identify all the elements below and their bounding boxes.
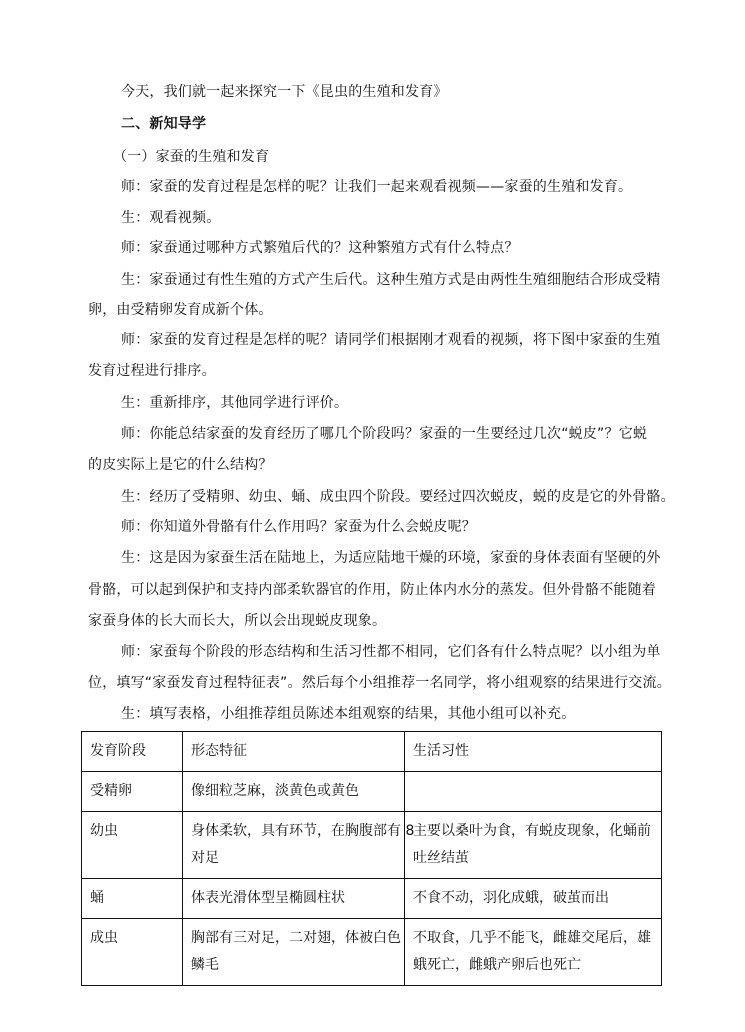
paragraph-teacher-4-line2: 的皮实际上是它的什么结构？: [88, 457, 273, 473]
table-row: [82, 812, 662, 879]
paragraph-student-5-line1: 生：这是因为家蚕生活在陆地上，为适应陆地干燥的环境，家蚕的身体表面有坚硬的外: [121, 550, 661, 566]
paragraph-student-6: 生：填写表格，小组推荐组员陈述本组观察的结果，其他小组可以补充。: [121, 706, 576, 722]
morph-cell: [183, 919, 405, 986]
silkworm-development-table: [81, 731, 662, 986]
table-row: [82, 919, 662, 986]
section-heading: 二、新知导学: [121, 116, 207, 132]
stage-cell: 受精卵: [82, 772, 183, 812]
stage-cell: 蛹: [82, 879, 183, 919]
paragraph-student-2-line2: 卵，由受精卵发育成新个体。: [88, 302, 273, 318]
morph-line: 身体柔软，具有环节，在胸腹部有 8: [191, 823, 415, 839]
habit-cell: [405, 919, 662, 986]
stage-cell: 幼虫: [82, 812, 183, 879]
morph-cell: [183, 812, 415, 879]
paragraph-teacher-5: 师：你知道外骨骼有什么作用吗？家蚕为什么会蜕皮呢？: [121, 519, 476, 535]
habit-line: 主要以桑叶为食，有蜕皮现象，化蛹前: [413, 823, 651, 839]
habit-cell: [405, 812, 662, 879]
habit-cell: [405, 879, 662, 919]
morph-line: 体表光滑体型呈椭圆柱状: [191, 890, 345, 906]
habit-line: 不食不动，羽化成蛾，破茧而出: [413, 890, 609, 906]
intro-text: 今天，我们就一起来探究一下《昆虫的生殖和发育》: [121, 84, 448, 100]
morph-line: 鳞毛: [191, 957, 219, 973]
morph-line: 对足: [191, 850, 219, 866]
paragraph-teacher-4-line1: 师：你能总结家蚕的发育经历了哪几个阶段吗？家蚕的一生要经过几次“蜕皮”？它蜕: [121, 426, 648, 442]
morph-cell: [183, 772, 405, 812]
stage-cell: 成虫: [82, 919, 183, 986]
paragraph-student-1: 生：观看视频。: [121, 210, 221, 226]
table-row: [82, 772, 662, 812]
table-header-cell: 发育阶段: [82, 732, 183, 772]
morph-cell: [183, 879, 405, 919]
table-header-row: [82, 732, 662, 772]
paragraph-student-5-line2: 骨骼，可以起到保护和支持内部柔软器官的作用，防止体内水分的蒸发。但外骨骼不能随着: [88, 582, 656, 598]
paragraph-teacher-3-line1: 师：家蚕的发育过程是怎样的呢？请同学们根据刚才观看的视频，将下图中家蚕的生殖: [121, 332, 661, 348]
table-header-cell: 生活习性: [405, 732, 662, 772]
table-row: [82, 879, 662, 919]
paragraph-teacher-6-line1: 师：家蚕每个阶段的形态结构和生活习性都不相同，它们各有什么特点呢？以小组为单: [121, 644, 661, 660]
paragraph-student-3: 生：重新排序，其他同学进行评价。: [121, 395, 349, 411]
morph-line: 胸部有三对足，二对翅，体被白色: [191, 930, 401, 946]
subsection-heading: （一）家蚕的生殖和发育: [113, 149, 270, 165]
paragraph-teacher-1: 师：家蚕的发育过程是怎样的呢？让我们一起来观看视频——家蚕的生殖和发育。: [121, 179, 633, 195]
paragraph-teacher-2: 师：家蚕通过哪种方式繁殖后代的？这种繁殖方式有什么特点？: [121, 240, 519, 256]
table-header-cell: 形态特征: [183, 732, 405, 772]
paragraph-teacher-3-line2: 发育过程进行排序。: [88, 363, 216, 379]
paragraph-teacher-6-line2: 位，填写“家蚕发育过程特征表”。然后每个小组推荐一名同学，将小组观察的结果进行交流。: [88, 675, 671, 691]
paragraph-student-5-line3: 家蚕身体的长大而长大，所以会出现蜕皮现象。: [88, 613, 387, 629]
habit-line: 不取食，几乎不能飞，雌雄交尾后，雄: [413, 930, 651, 946]
paragraph-student-2-line1: 生：家蚕通过有性生殖的方式产生后代。这种生殖方式是由两性生殖细胞结合形成受精: [121, 272, 661, 288]
habit-line: 蛾死亡，雌蛾产卵后也死亡: [413, 957, 581, 973]
habit-cell: [405, 772, 662, 812]
paragraph-student-4: 生：经历了受精卵、幼虫、蛹、成虫四个阶段。要经过四次蜕皮，蜕的皮是它的外骨骼。: [121, 489, 675, 505]
habit-line: 吐丝结茧: [413, 850, 469, 866]
morph-line: 像细粒芝麻，淡黄色或黄色: [191, 783, 359, 799]
